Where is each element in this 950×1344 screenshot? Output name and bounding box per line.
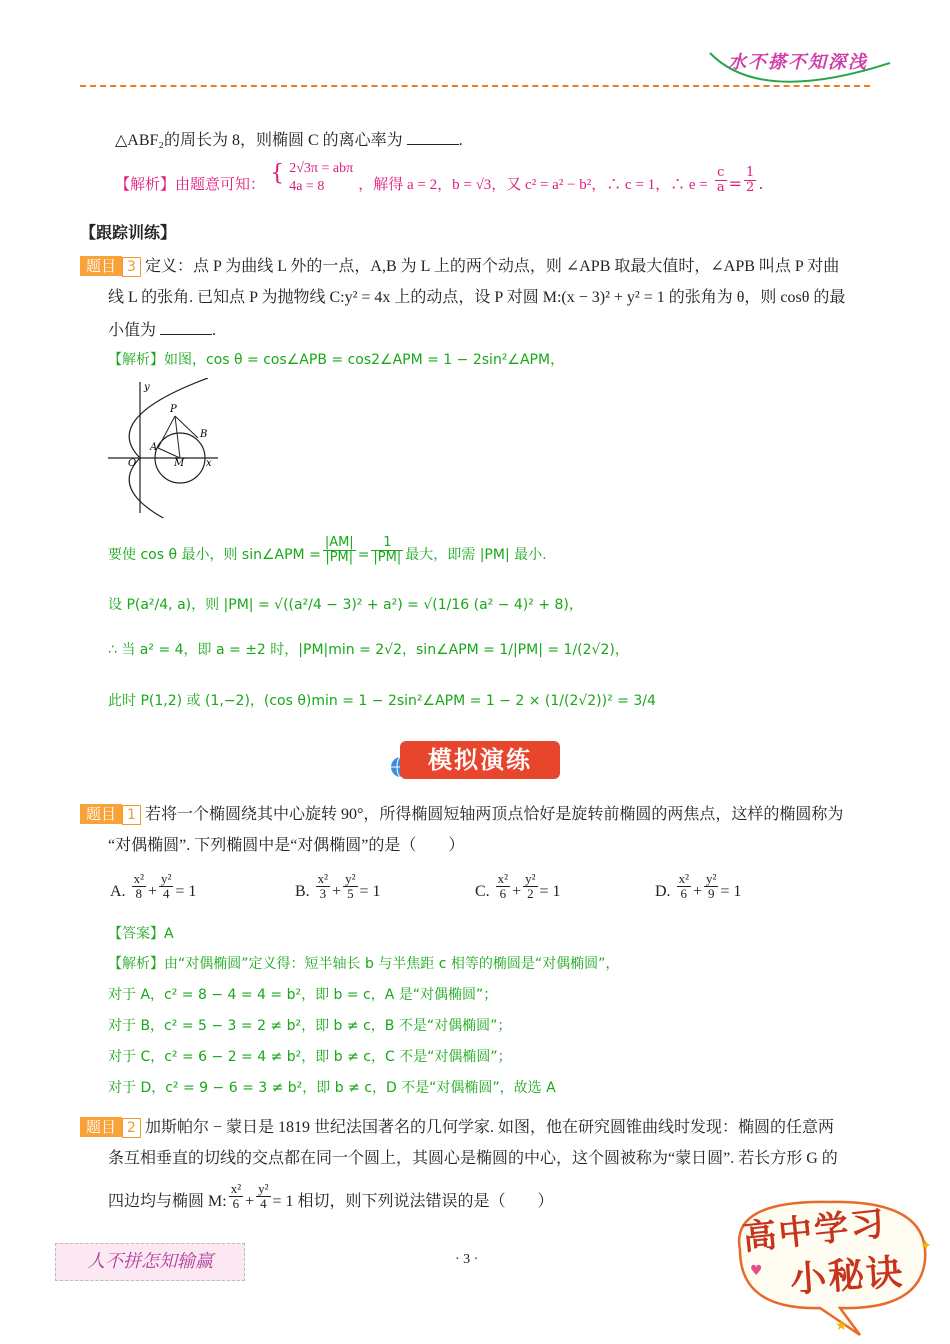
q3-analysis-line1: 【解析】如图，cos θ = cos∠APB = cos2∠APM = 1 − 2sin²∠APM，: [108, 352, 565, 368]
q1-analysis-line: 对于 D，c² = 9 − 6 = 3 ≠ b²，即 b ≠ c，D 不是“对偶椭圆”，故选 A: [108, 1080, 556, 1096]
q3-line3: 小值为 .: [108, 322, 217, 339]
analysis-label: 【解析】: [115, 175, 176, 193]
question-tag: 题目: [80, 256, 122, 276]
footer-motto: 人不拼怎知输赢: [55, 1243, 245, 1281]
label-m: M: [174, 458, 185, 469]
q3-analysis-line2: 要使 cos θ 最小，则 sin∠APM = $\frac{|AM|}{|PM|}$ = $\frac{1}{|PM|}$ 最大，即需 |PM| 最小.: [108, 535, 547, 565]
label-x: x: [206, 458, 212, 469]
answer-blank: [407, 130, 459, 145]
page-number: · 3 ·: [455, 1252, 479, 1267]
label-b: B: [200, 429, 208, 440]
q1-option-c: C. $\frac{\text{x²}}{6}$ + $\frac{\text{y²}}{2}$ = 1: [475, 871, 561, 901]
q1-option-d: D. $\frac{\text{x²}}{6}$ + $\frac{\text{y²}}{9}$ = 1: [655, 871, 742, 901]
q3-line1: 题目 3 定义：点 P 为曲线 L 外的一点，A,B 为 L 上的两个动点，则 ∠APB 取最大值时，∠APB 叫点 P 对曲: [80, 256, 839, 277]
q1-analysis-line: 对于 A，c² = 8 − 4 = 4 = b²，即 b = c，A 是“对偶椭圆”；: [108, 987, 498, 1003]
stamp-line1: 高中学习: [740, 1203, 889, 1259]
question-tag: 题目: [80, 804, 122, 824]
label-o: O: [128, 458, 137, 469]
brace: {: [270, 161, 285, 186]
equation-system: 2√3π = abπ 4a = 8: [289, 161, 354, 194]
star-icon: ★: [835, 1318, 848, 1334]
section-badge-mock-practice: 模拟演练: [400, 741, 560, 779]
q1-option-b: B. $\frac{\text{x²}}{3}$ + $\frac{\text{y²}}{5}$ = 1: [295, 871, 381, 901]
q1-analysis-line: 【解析】由“对偶椭圆”定义得：短半轴长 b 与半焦距 c 相等的椭圆是“对偶椭圆”，: [108, 956, 620, 972]
header-motto: 水不搽不知深浅: [728, 52, 868, 73]
top-problem-analysis: 【解析】由题意可知： { 2√3π = abπ 4a = 8 ，解得 a = 2，b = √3，又 c² = a² − b²，∴ c = 1，∴ e = $\frac{c}{a}$ = $\frac{1}{2}$ .: [115, 161, 764, 195]
answer-blank: [160, 320, 212, 335]
heart-icon: ♥: [750, 1263, 763, 1279]
q1-analysis-line: 对于 B，c² = 5 − 3 = 2 ≠ b²，即 b ≠ c，B 不是“对偶椭圆”；: [108, 1018, 512, 1034]
question-tag: 题目: [80, 1117, 122, 1137]
parabola-circle-figure: [100, 378, 230, 518]
top-problem-line1: △ABF₂的周长为 8，则椭圆 C 的离心率为 .: [115, 132, 463, 149]
q3-line2: 线 L 的张角. 已知点 P 为抛物线 C:y² = 4x 上的动点，设 P 对圆 M:(x − 3)² + y² = 1 的张角为 θ，则 cosθ 的最: [108, 289, 846, 306]
question-number: 2: [122, 1118, 141, 1138]
label-y: y: [144, 382, 150, 393]
fraction-one-half: $\frac{1}{2}$: [746, 165, 755, 195]
q1-line2: “对偶椭圆”. 下列椭圆中是“对偶椭圆”的是（ ）: [108, 837, 465, 854]
q1-option-a: A. $\frac{\text{x²}}{8}$ + $\frac{\text{y²}}{4}$ = 1: [110, 871, 197, 901]
section-heading-tracking: 【跟踪训练】: [80, 223, 177, 242]
q3-analysis-line3: 设 P(a²/4, a)，则 |PM| = √((a²/4 − 3)² + a²) = √(1/16 (a² − 4)² + 8)，: [108, 597, 583, 613]
label-p: P: [170, 404, 177, 415]
parabola: [129, 378, 208, 518]
q3-analysis-line5: 此时 P(1,2) 或 (1,−2)，(cos θ)min = 1 − 2sin²∠APM = 1 − 2 × (1/(2√2))² = 3/4: [108, 693, 656, 709]
q1-answer: 【答案】A: [108, 926, 174, 942]
q1-line1: 题目 1 若将一个椭圆绕其中心旋转 90°，所得椭圆短轴两顶点恰好是旋转前椭圆的两焦点，这样的椭圆称为: [80, 804, 843, 825]
question-number: 1: [122, 805, 141, 825]
question-number: 3: [122, 257, 141, 277]
q2-line2: 条互相垂直的切线的交点都在同一个圆上，其圆心是椭圆的中心，这个圆被称为“蒙日圆”. 若长方形 G 的: [108, 1150, 838, 1167]
q1-analysis-line: 对于 C，c² = 6 − 2 = 4 ≠ b²，即 b ≠ c，C 不是“对偶椭圆”；: [108, 1049, 512, 1065]
label-a: A: [150, 442, 158, 453]
q2-line3: 四边均与椭圆 M: $\frac{\text{x²}}{6}$ + $\frac{\text{y²}}{4}$ = 1 相切，则下列说法错误的是（ ）: [108, 1181, 554, 1211]
q1-options: [110, 872, 810, 912]
fraction-c-over-a: $\frac{c}{a}$: [716, 165, 725, 195]
stamp-line2: 小秘诀: [788, 1252, 906, 1301]
q3-analysis-line4: ∴ 当 a² = 4，即 a = ±2 时，|PM|min = 2√2，sin∠APM = 1/|PM| = 1/(2√2)，: [108, 642, 629, 658]
header-divider: [80, 85, 870, 87]
sparkle-icon: ✦: [920, 1238, 932, 1254]
q2-line1: 题目 2 加斯帕尔 − 蒙日是 1819 世纪法国著名的几何学家. 如图，他在研究圆锥曲线时发现：椭圆的任意两: [80, 1117, 834, 1138]
